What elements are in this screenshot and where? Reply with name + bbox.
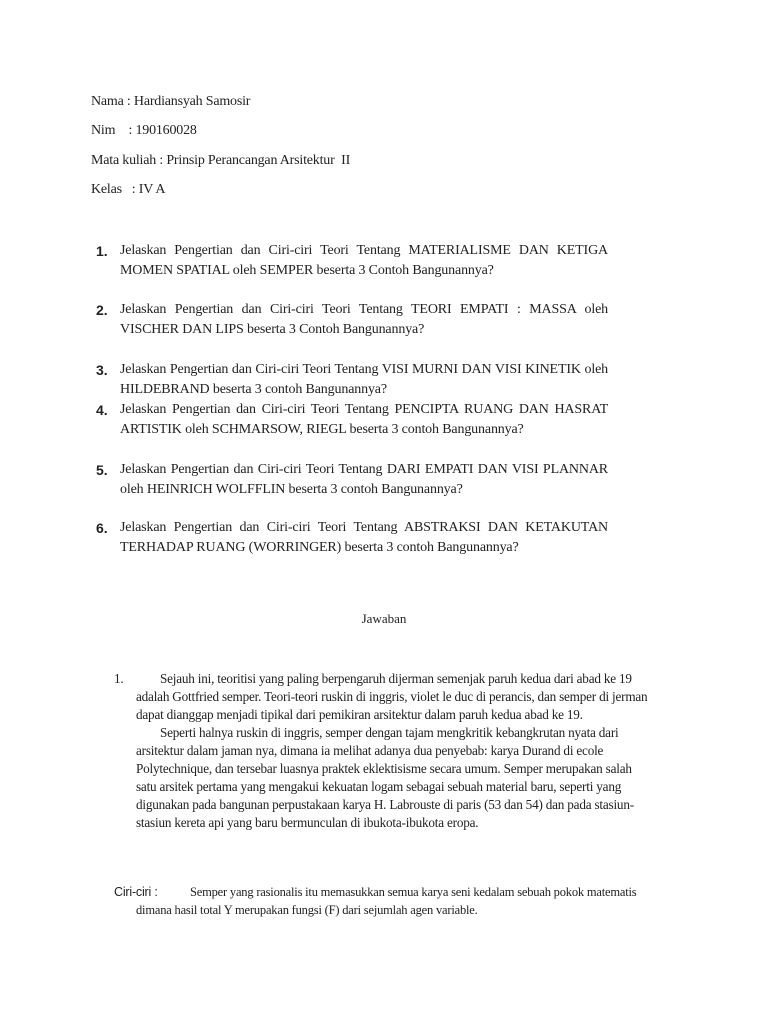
question-number: 4.	[96, 402, 108, 418]
question-item	[96, 241, 608, 281]
answer-body	[136, 670, 654, 832]
question-number: 3.	[96, 362, 108, 378]
question-number: 2.	[96, 302, 108, 318]
question-number: 1.	[96, 243, 108, 259]
answer-paragraph: Sejauh ini, teoritisi yang paling berpengaruh dijerman semenjak paruh kedua dari abad ke 19 adalah Gottfried semper. Teori-teori ruskin di inggris, violet le duc di perancis, dan semper di jerman dapat dianggap menjadi tipikal dari pemikiran arsitektur dalam paruh kedua abad ke 19.	[136, 671, 648, 722]
question-text: Jelaskan Pengertian dan Ciri-ciri Teori Tentang TEORI EMPATI : MASSA oleh VISCHER DAN LIPS beserta 3 Contoh Bangunannya?	[120, 302, 608, 337]
kelas-line: Kelas : IV A	[91, 182, 166, 197]
question-text: Jelaskan Pengertian dan Ciri-ciri Teori Tentang MATERIALISME DAN KETIGA MOMEN SPATIAL oleh SEMPER beserta 3 Contoh Bangunannya?	[120, 243, 608, 278]
ciri-label: Ciri-ciri :	[114, 885, 158, 899]
question-text: Jelaskan Pengertian dan Ciri-ciri Teori Tentang DARI EMPATI DAN VISI PLANNAR oleh HEINRICH WOLFFLIN beserta 3 contoh Bangunannya?	[120, 462, 608, 497]
answer-number: 1.	[114, 671, 124, 686]
ciri-section	[114, 883, 654, 919]
question-number: 6.	[96, 520, 108, 536]
answer-section	[114, 670, 654, 832]
nim-line: Nim : 190160028	[91, 123, 197, 138]
question-item	[96, 400, 608, 440]
nama-line: Nama : Hardiansyah Samosir	[91, 94, 251, 109]
question-text: Jelaskan Pengertian dan Ciri-ciri Teori Tentang ABSTRAKSI DAN KETAKUTAN TERHADAP RUANG (WORRINGER) beserta 3 contoh Bangunannya?	[120, 520, 608, 555]
jawaban-heading: Jawaban	[361, 611, 407, 626]
question-item	[96, 360, 608, 400]
answer-paragraph: Seperti halnya ruskin di inggris, semper dengan tajam mengkritik kebangkrutan nyata dari arsitektur dalam jaman nya, dimana ia melihat adanya dua penyebab: karya Durand di ecole Polytechnique, dan tersebar luasnya praktek eklektisisme secara umum. Semper merupakan salah satu arsitek pertama yang mengakui kekuatan logam sebagai sebuah material baru, seperti yang digunakan pada bangunan perpustakaan karya H. Labrouste di paris (53 dan 54) dan pada stasiun-stasiun kereta api yang baru bermunculan di ibukota-ibukota eropa.	[136, 725, 634, 830]
question-item	[96, 518, 608, 558]
question-text: Jelaskan Pengertian dan Ciri-ciri Teori Tentang VISI MURNI DAN VISI KINETIK oleh HILDEBRAND beserta 3 contoh Bangunannya?	[120, 362, 608, 397]
mata-kuliah-line: Mata kuliah : Prinsip Perancangan Arsitektur II	[91, 153, 351, 168]
question-item	[96, 460, 608, 500]
question-number: 5.	[96, 462, 108, 478]
question-item	[96, 300, 608, 340]
question-text: Jelaskan Pengertian dan Ciri-ciri Teori Tentang PENCIPTA RUANG DAN HASRAT ARTISTIK oleh SCHMARSOW, RIEGL beserta 3 contoh Bangunannya?	[120, 402, 608, 437]
ciri-text: Semper yang rasionalis itu memasukkan semua karya seni kedalam sebuah pokok matematis dimana hasil total Y merupakan fungsi (F) dari sejumlah agen variable.	[136, 885, 637, 917]
